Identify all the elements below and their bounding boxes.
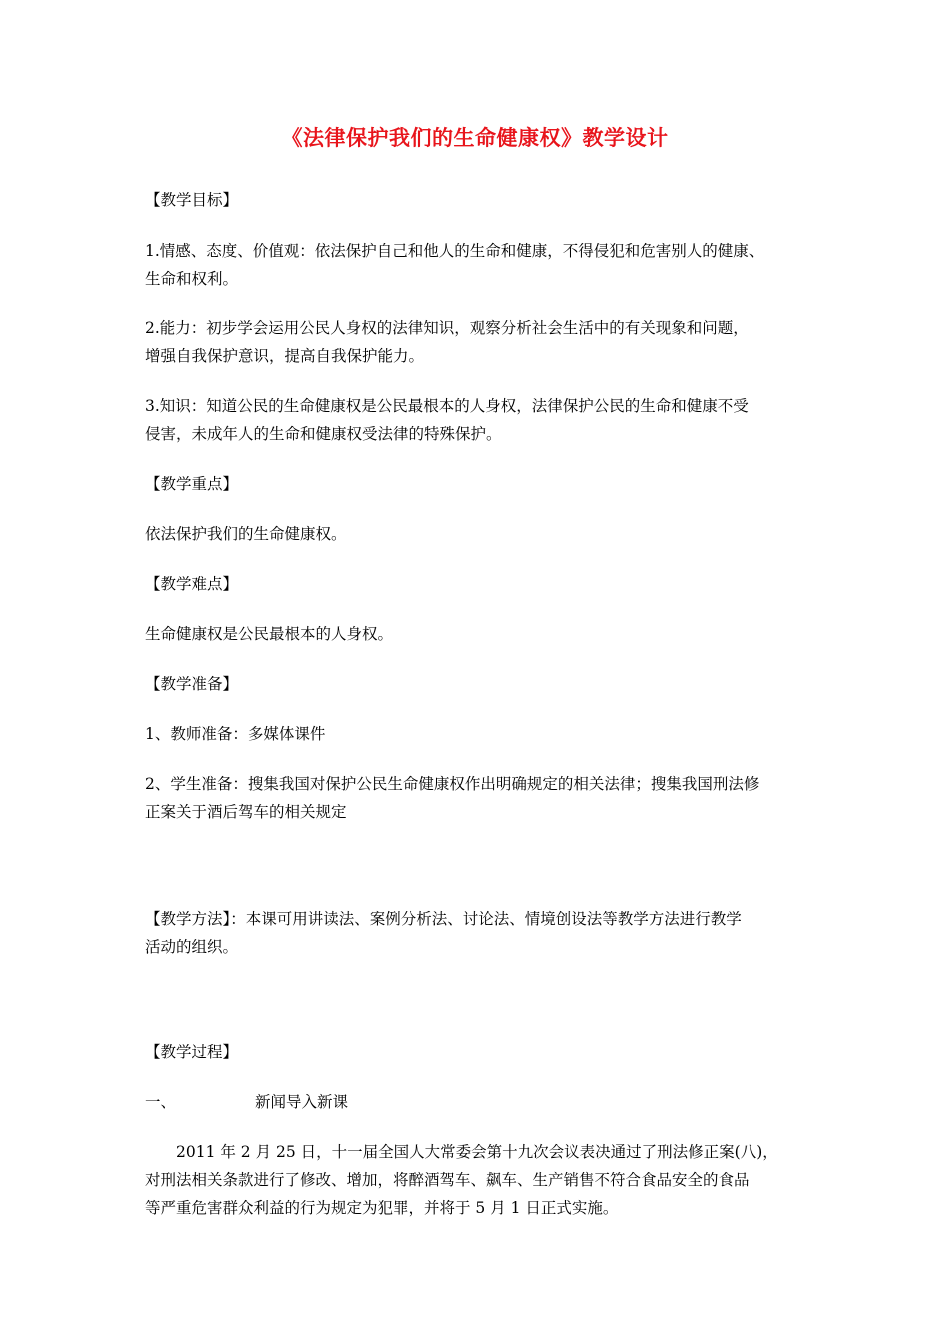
- preparation-item-1: 1、教师准备：多媒体课件: [145, 725, 326, 743]
- objectives-heading: 【教学目标】: [145, 191, 239, 209]
- key-point-heading: 【教学重点】: [145, 475, 239, 493]
- objective-1-line2: 生命和权利。: [145, 270, 239, 288]
- objective-2-line1: 2.能力：初步学会运用公民人身权的法律知识，观察分析社会生活中的有关现象和问题，: [145, 319, 749, 337]
- news-line2: 对刑法相关条款进行了修改、增加，将醉酒驾车、飙车、生产销售不符合食品安全的食品: [145, 1171, 750, 1189]
- news-line3: 等严重危害群众利益的行为规定为犯罪，并将于 5 月 1 日正式实施。: [145, 1199, 619, 1217]
- step-1-title: 新闻导入新课: [255, 1093, 349, 1111]
- method-line1: 【教学方法】：本课可用讲读法、案例分析法、讨论法、情境创设法等教学方法进行教学: [145, 910, 742, 928]
- step-1-heading: [145, 1088, 815, 1116]
- difficulty-text: 生命健康权是公民最根本的人身权。: [145, 625, 394, 643]
- objective-1-line1: 1.情感、态度、价值观：依法保护自己和他人的生命和健康，不得侵犯和危害别人的健康、: [145, 242, 765, 260]
- objective-3-line1: 3.知识：知道公民的生命健康权是公民最根本的人身权，法律保护公民的生命和健康不受: [145, 397, 749, 415]
- objective-3-line2: 侵害，未成年人的生命和健康权受法律的特殊保护。: [145, 425, 502, 443]
- preparation-item-2-line1: 2、学生准备：搜集我国对保护公民生命健康权作出明确规定的相关法律；搜集我国刑法修: [145, 775, 760, 793]
- method-line2: 活动的组织。: [145, 938, 239, 956]
- document-title: 《法律保护我们的生命健康权》教学设计: [281, 125, 669, 150]
- key-point-text: 依法保护我们的生命健康权。: [145, 525, 347, 543]
- process-heading: 【教学过程】: [145, 1043, 239, 1061]
- difficulty-heading: 【教学难点】: [145, 575, 239, 593]
- news-line1: 2011 年 2 月 25 日，十一届全国人大常委会第十九次会议表决通过了刑法修正案(八)，: [176, 1143, 778, 1161]
- preparation-item-2-line2: 正案关于酒后驾车的相关规定: [145, 803, 347, 821]
- objective-2-line2: 增强自我保护意识，提高自我保护能力。: [145, 347, 425, 365]
- step-1-number: 一、: [145, 1093, 177, 1111]
- preparation-heading: 【教学准备】: [145, 675, 239, 693]
